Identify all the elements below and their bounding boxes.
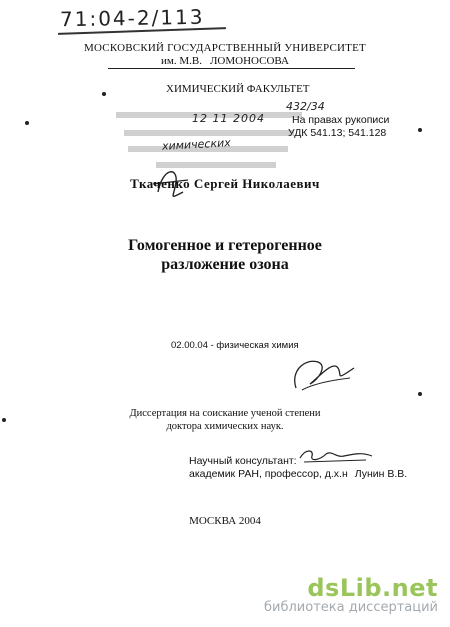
margin-mark xyxy=(418,392,422,396)
named-after-prefix: им. М.В. xyxy=(161,55,202,67)
header-rule xyxy=(108,68,355,69)
author-name: Ткаченко Сергей Николаевич xyxy=(130,176,320,191)
margin-mark xyxy=(102,92,106,96)
city-year: МОСКВА 2004 xyxy=(189,515,261,527)
rights-note: На правах рукописи xyxy=(292,114,390,126)
title-line-2: разложение озона xyxy=(161,256,289,273)
watermark xyxy=(264,574,438,615)
advisor-titles: академик РАН, профессор, д.х.н xyxy=(189,468,348,480)
faculty-name: ХИМИЧЕСКИЙ ФАКУЛЬТЕТ xyxy=(166,83,310,95)
stamp-number: 432/34 xyxy=(286,100,325,113)
margin-mark xyxy=(25,121,29,125)
watermark-logo xyxy=(264,574,438,602)
specialty: 02.00.04 - физическая химия xyxy=(171,340,299,351)
watermark-logo-main: dsLib xyxy=(307,574,383,602)
author-signature xyxy=(288,350,358,395)
margin-mark xyxy=(2,418,6,422)
watermark-subtitle: библиотека диссертаций xyxy=(264,600,438,615)
university-named-after xyxy=(0,55,450,67)
title-line-1: Гомогенное и гетерогенное xyxy=(128,237,322,254)
handwritten-archive-number: 71:04-2/113 xyxy=(59,4,205,32)
watermark-logo-tld: .net xyxy=(382,574,438,602)
stamp-handwritten-text: химических xyxy=(161,136,232,153)
dissertation-line-1: Диссертация на соискание ученой степени xyxy=(129,408,321,419)
stamp-date: 12 11 2004 xyxy=(192,112,265,125)
university-name: МОСКОВСКИЙ ГОСУДАРСТВЕННЫЙ УНИВЕРСИТЕТ xyxy=(84,42,366,54)
margin-mark xyxy=(418,128,422,132)
named-after-name: ЛОМОНОСОВА xyxy=(209,55,289,67)
advisor-details xyxy=(189,468,407,480)
advisor-signature xyxy=(296,446,376,466)
advisor-label: Научный консультант: xyxy=(189,455,297,467)
dissertation-line-2: доктора химических наук. xyxy=(166,421,284,432)
advisor-name: Лунин В.В. xyxy=(354,468,408,480)
udc-code: УДК 541.13; 541.128 xyxy=(288,127,387,139)
